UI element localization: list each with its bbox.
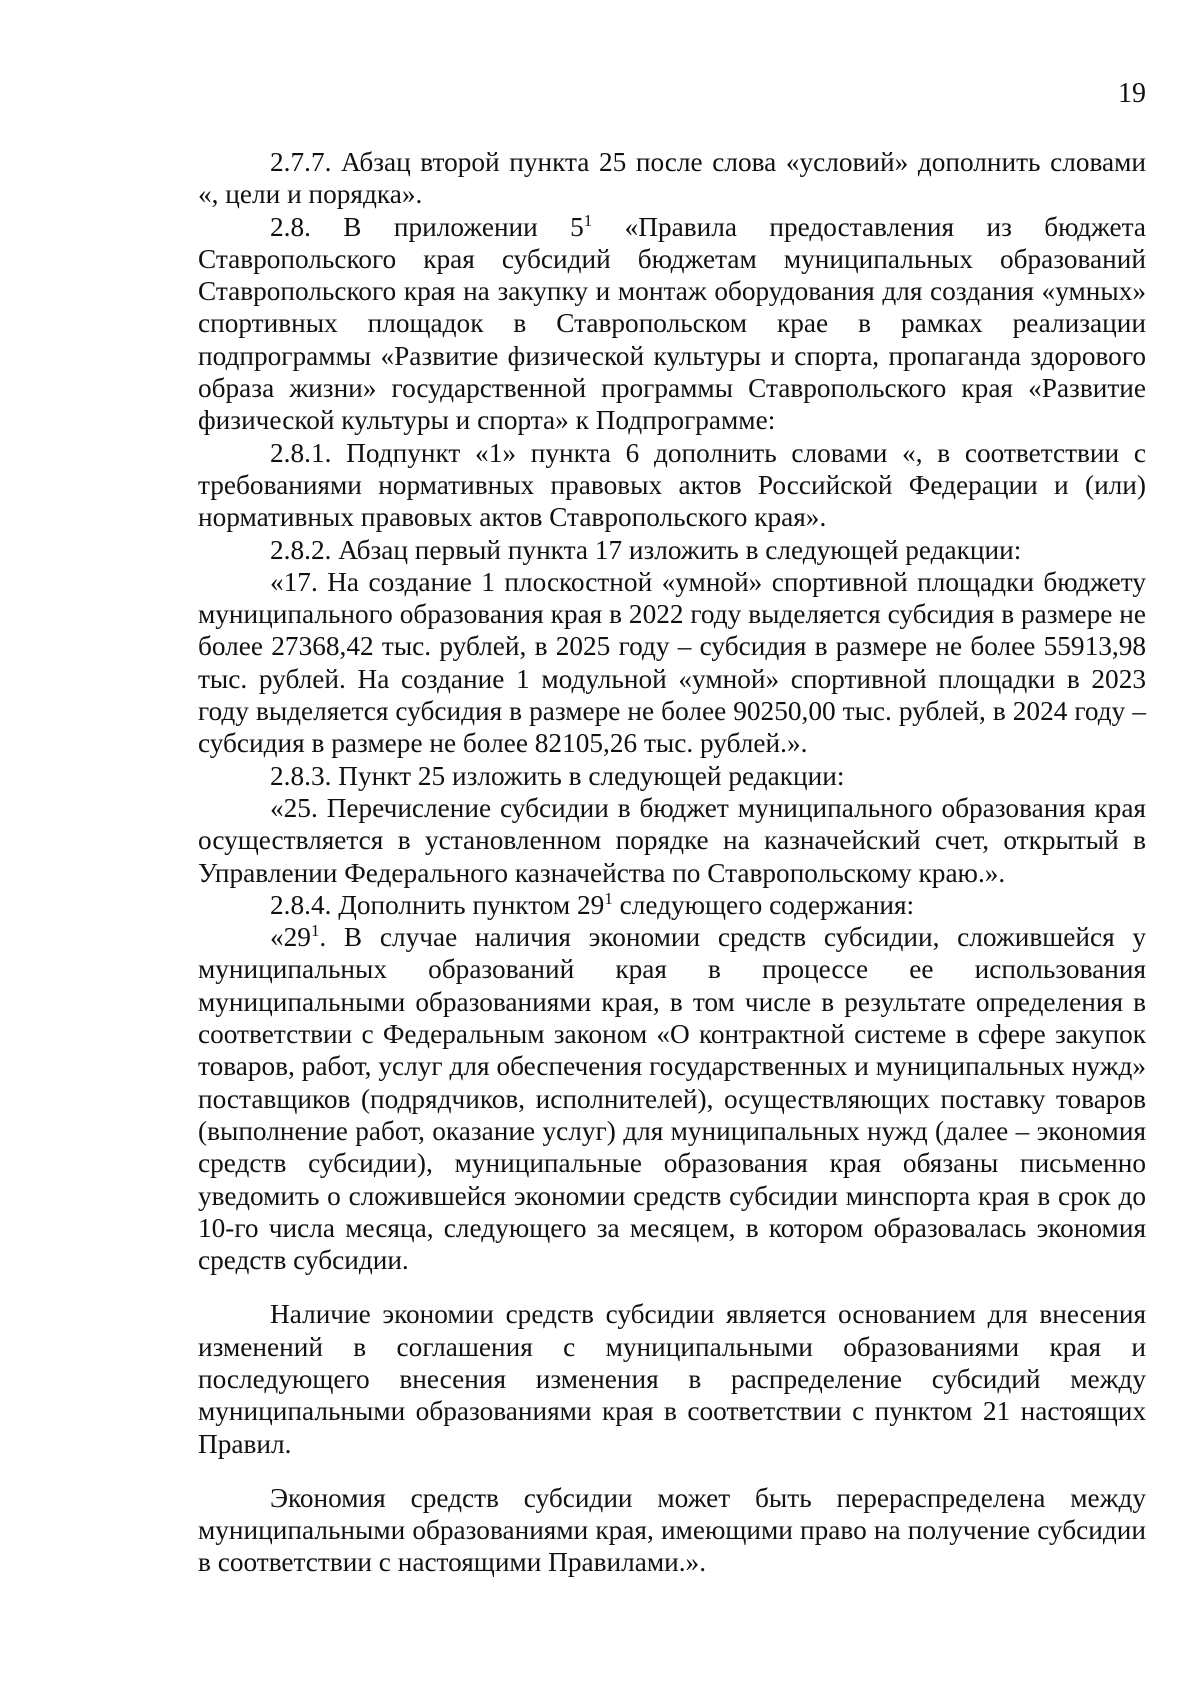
superscript: 1 xyxy=(583,210,593,230)
paragraph-17-text: «17. На создание 1 плоскостной «умной» спортивной площадки бюджету муниципального образования края в 2022 году выделяется субсидия в размере не более 27368,42 тыс. рублей, в 2025 году – субсидия в размере не более 55913,98 тыс. рублей. На создание 1 модульной «умной» спортивной площадки в 2023 году выделяется субсидия в размере не более 90250,00 тыс. рублей, в 2024 году – субсидия в размере не более 82105,26 тыс. рублей.». xyxy=(198,566,1146,759)
paragraph-2-8-rest: «Правила предоставления из бюджета Ставропольского края субсидий бюджетам муниципальных образований Ставропольского края на закупку и монтаж оборудования для создания «умных» спортивных площадок в Ставропольском крае в рамках реализации подпрограммы «Развитие физической культуры и спорта, пропаганда здорового образа жизни» государственной программы Ставропольского края «Развитие физической культуры и спорта» к Подпрограмме: xyxy=(198,211,1146,436)
paragraph-2-8-3: 2.8.3. Пункт 25 изложить в следующей редакции: xyxy=(270,760,845,791)
paragraph-savings-basis: Наличие экономии средств субсидии является основанием для внесения изменений в соглашения с муниципальными образованиями края и последующего внесения изменения в распределение субсидий между муниципальными образованиями края в соответствии с пунктом 21 настоящих Правил. xyxy=(198,1299,1146,1459)
paragraph-25-text: «25. Перечисление субсидии в бюджет муниципального образования края осуществляется в установленном порядке на казначейский счет, открытый в Управлении Федерального казначейства по Ставропольскому краю.». xyxy=(198,792,1146,888)
paragraph-2-8-4 xyxy=(198,889,1146,921)
paragraph-2-8 xyxy=(198,211,1146,437)
page-number: 19 xyxy=(1118,78,1146,109)
paragraph-2-8-1: 2.8.1. Подпункт «1» пункта 6 дополнить словами «, в соответствии с требованиями нормативных правовых актов Российской Федерации и (или) нормативных правовых актов Ставропольского края». xyxy=(198,437,1146,533)
paragraph-29-1-rest: . В случае наличия экономии средств субсидии, сложившейся у муниципальных образований края в процессе ее использования муниципальными образованиями края, в том числе в результате определения в соответствии с Федеральным законом «О контрактной системе в сфере закупок товаров, работ, услуг для обеспечения государственных и муниципальных нужд» поставщиков (подрядчиков, исполнителей), осуществляющих поставку товаров (выполнение работ, оказание услуг) для муниципальных нужд (далее – экономия средств субсидии), муниципальные образования края обязаны письменно уведомить о сложившейся экономии средств субсидии минспорта края в срок до 10-го числа месяца, следующего за месяцем, в котором образовалась экономия средств субсидии. xyxy=(198,922,1146,1276)
paragraph-29-1-start: «29 xyxy=(270,922,311,953)
paragraph-2-8-start: 2.8. В приложении 5 xyxy=(270,211,584,242)
paragraph-2-7-7: 2.7.7. Абзац второй пункта 25 после слова «условий» дополнить словами «, цели и порядка». xyxy=(198,147,1146,210)
paragraph-2-8-4-rest: следующего содержания: xyxy=(612,889,915,920)
document-body xyxy=(198,146,1146,1579)
superscript: 1 xyxy=(310,920,320,940)
paragraph-2-8-4-start: 2.8.4. Дополнить пунктом 29 xyxy=(270,889,605,920)
paragraph-2-8-2: 2.8.2. Абзац первый пункта 17 изложить в следующей редакции: xyxy=(270,534,1022,565)
superscript: 1 xyxy=(604,888,613,908)
paragraph-savings-redistribution: Экономия средств субсидии может быть перераспределена между муниципальными образованиями края, имеющими право на получение субсидии в соответствии с настоящими Правилами.». xyxy=(198,1482,1146,1578)
paragraph-29-1-text xyxy=(198,921,1146,1276)
